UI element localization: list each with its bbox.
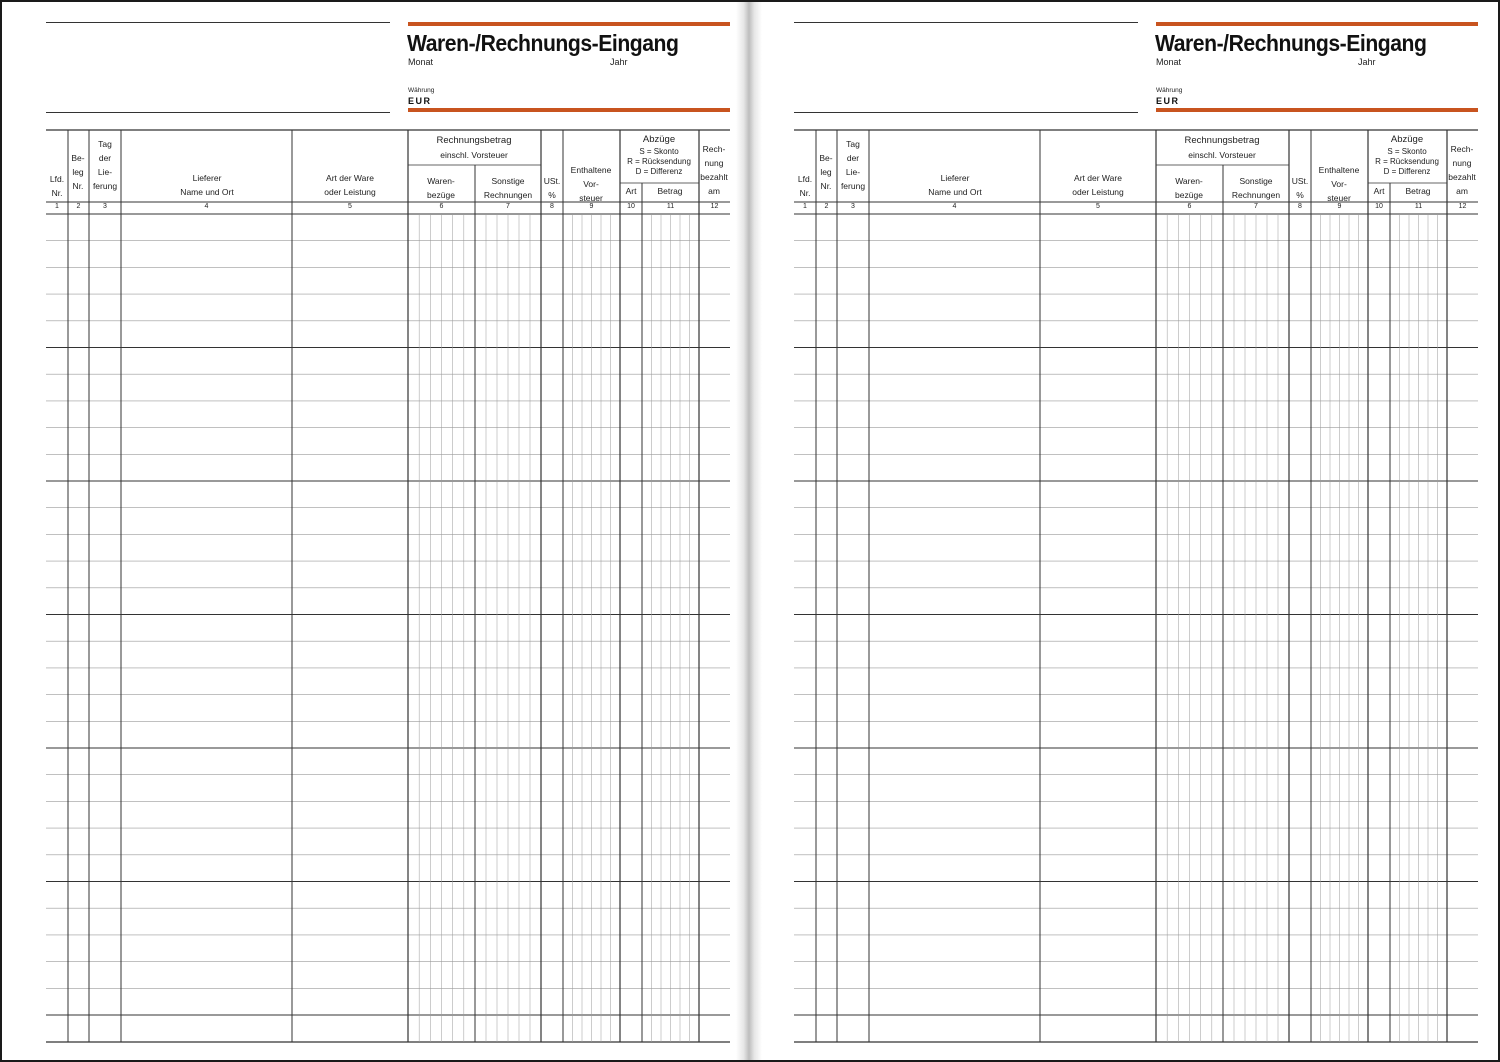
page-title: Waren-/Rechnungs-Eingang [407,30,679,56]
page-title: Waren-/Rechnungs-Eingang [1155,30,1427,56]
column-number: 4 [204,203,209,210]
year-label: Jahr [1358,57,1376,67]
col-header-rechnung-bezahlt-am: Rech- nung bezahlt am [1448,144,1476,196]
column-number: 4 [952,203,957,210]
column-number: 12 [1458,203,1467,210]
column-number: 3 [851,203,855,210]
col-header-sonstige-rechnungen: Sonstige Rechnungen [1231,176,1281,200]
col-header-ust: USt. % [543,176,561,200]
col-header-sonstige-rechnungen: Sonstige Rechnungen [483,176,533,200]
col-header-lfd-nr: Lfd. Nr. [49,174,65,198]
column-number: 6 [1187,203,1192,210]
col-header-einschl-vorsteuer: einschl. Vorsteuer [440,150,508,160]
col-header-lieferer: Lieferer Name und Ort [928,173,982,197]
col-header-lieferer: Lieferer Name und Ort [180,173,234,197]
col-header-art-der-ware: Art der Ware oder Leistung [1072,173,1124,197]
column-number: 5 [1096,203,1100,210]
col-header-betrag: Betrag [657,186,683,196]
column-number: 12 [710,203,719,210]
currency-value: EUR [1156,96,1180,106]
column-number: 3 [103,203,107,210]
col-header-ust: USt. % [1291,176,1309,200]
col-header-lfd-nr: Lfd. Nr. [797,174,813,198]
col-header-warenbezuege: Waren- bezüge [427,176,455,200]
column-number: 10 [1375,203,1383,210]
currency-label: Währung [1156,87,1183,94]
currency-value: EUR [408,96,432,106]
column-number: 5 [348,203,352,210]
abzuege-legend: S = Skonto R = Rücksendung D = Differenz [627,147,691,176]
column-number: 1 [803,203,807,210]
column-number: 2 [76,203,81,210]
month-label: Monat [1156,57,1182,67]
col-header-abzuege: Abzüge [642,134,676,145]
column-number: 8 [1298,203,1302,210]
abzuege-legend: S = Skonto R = Rücksendung D = Differenz [1375,147,1439,176]
column-number: 1 [55,203,59,210]
column-number: 10 [627,203,635,210]
col-header-rechnungsbetrag: Rechnungsbetrag [436,135,512,146]
currency-label: Währung [408,87,435,94]
col-header-art: Art [1373,186,1385,196]
col-header-einschl-vorsteuer: einschl. Vorsteuer [1188,150,1256,160]
column-number: 2 [824,203,829,210]
column-number: 6 [439,203,444,210]
col-header-rechnung-bezahlt-am: Rech- nung bezahlt am [700,144,728,196]
column-number: 7 [506,203,510,210]
right-page [750,2,1490,1060]
col-header-tag-der-lieferung: Tag der Lie- ferung [840,139,866,191]
col-header-tag-der-lieferung: Tag der Lie- ferung [92,139,118,191]
col-header-art: Art [625,186,637,196]
col-header-art-der-ware: Art der Ware oder Leistung [324,173,376,197]
column-number: 11 [666,203,675,210]
col-header-abzuege: Abzüge [1390,134,1424,145]
column-number: 9 [1337,203,1342,210]
left-page [2,2,742,1060]
col-header-beleg-nr: Be- leg Nr. [819,153,833,191]
month-label: Monat [408,57,434,67]
ledger-book-spread [2,2,1498,1060]
col-header-rechnungsbetrag: Rechnungsbetrag [1184,135,1260,146]
column-number: 8 [550,203,554,210]
col-header-enthaltene-vorsteuer: Enthaltene Vor- steuer [1318,165,1360,203]
column-number: 9 [589,203,594,210]
column-number: 7 [1254,203,1258,210]
col-header-beleg-nr: Be- leg Nr. [71,153,85,191]
col-header-warenbezuege: Waren- bezüge [1175,176,1203,200]
year-label: Jahr [610,57,628,67]
col-header-enthaltene-vorsteuer: Enthaltene Vor- steuer [570,165,612,203]
col-header-betrag: Betrag [1405,186,1431,196]
column-number: 11 [1414,203,1423,210]
